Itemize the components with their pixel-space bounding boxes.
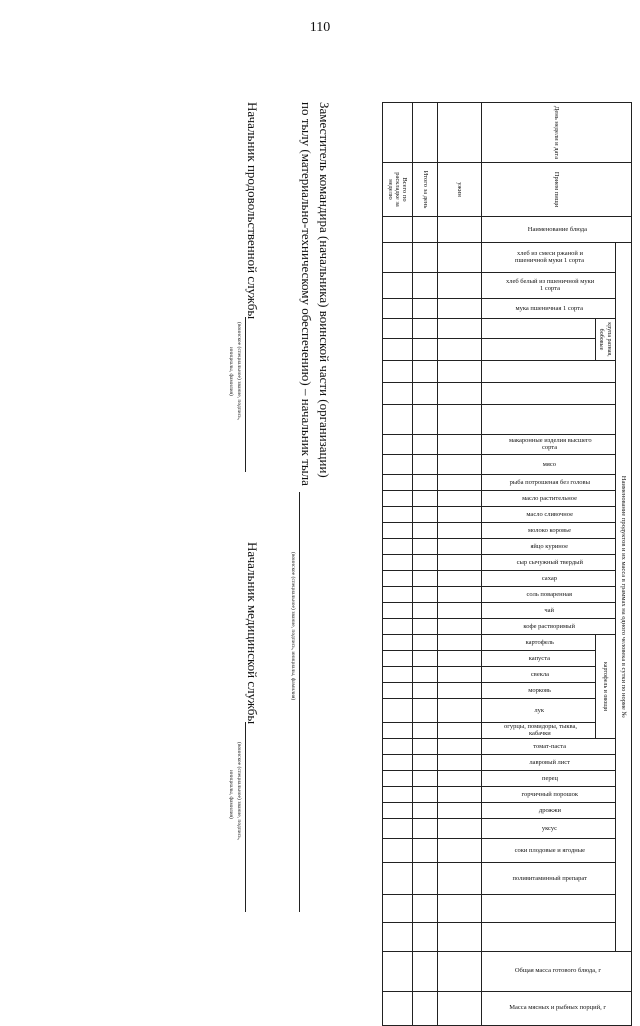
food-chief-caption-line1: (воинское (специальное) звание, подпись, xyxy=(236,322,242,420)
header-product: кофе растворимый xyxy=(482,619,616,635)
header-product: соки плодовые и ягодные xyxy=(482,839,616,863)
med-chief-signature-line xyxy=(245,722,246,912)
header-product: соль поваренная xyxy=(482,587,616,603)
rotated-page-content xyxy=(12,102,632,1012)
header-product: томат-паста xyxy=(482,739,616,755)
page-number: 110 xyxy=(309,20,331,35)
table-row xyxy=(383,103,413,1026)
header-product: сахар xyxy=(482,571,616,587)
header-product: дрожжи xyxy=(482,803,616,819)
header-product: макаронные изделия высшего сорта xyxy=(482,435,616,455)
header-veg: свекла xyxy=(482,667,596,683)
header-product: рыба потрошеная без головы xyxy=(482,475,616,491)
header-product: хлеб из смеси ржаной и пшеничной муки 1 сорта xyxy=(482,243,616,273)
food-chief-signature-line xyxy=(245,317,246,472)
header-product: масло сливочное xyxy=(482,507,616,523)
header-veg: капуста xyxy=(482,651,596,667)
header-meat-fish-mass: Масса мясных и рыбных порций, г xyxy=(482,991,632,1025)
deputy-title-line1: Заместитель командира (начальника) воинской части (организации) xyxy=(317,102,332,478)
header-day-date: День недели и дата xyxy=(482,103,632,163)
header-meal: Прием пищи xyxy=(482,163,632,217)
row-label-week-total: Всего по раскладке за неделю xyxy=(383,163,413,217)
header-product: молоко коровье xyxy=(482,523,616,539)
header-product: лавровый лист xyxy=(482,755,616,771)
header-veg: лук xyxy=(482,699,596,723)
food-chief-caption-line2: инициалы, фамилия) xyxy=(228,347,234,396)
deputy-title-line2: по тылу (материально-техническому обеспечению) – начальник тыла xyxy=(299,102,314,486)
header-product: уксус xyxy=(482,819,616,839)
deputy-signature-line xyxy=(299,492,300,912)
food-service-chief-title: Начальник продовольственной службы xyxy=(245,102,260,320)
medical-service-chief-title: Начальник медицинской службы xyxy=(245,542,260,725)
header-product: сыр сычужный твердый xyxy=(482,555,616,571)
header-vegetables-group: картофель и овощи xyxy=(596,635,616,739)
header-products-group: Наименование продуктов и их масса в граммах на одного человека в сутки по норме № xyxy=(616,243,632,952)
header-veg: картофель xyxy=(482,635,596,651)
header-product: поливитаминный препарат xyxy=(482,863,616,895)
med-chief-caption-line1: (воинское (специальное) звание, подпись, xyxy=(236,742,242,840)
header-product: мясо xyxy=(482,455,616,475)
header-product: масло растительное xyxy=(482,491,616,507)
header-cereals-group: крупа разная, бобовые xyxy=(596,319,616,361)
header-product: яйцо куриное xyxy=(482,539,616,555)
header-product: мука пшеничная 1 сорта xyxy=(482,299,616,319)
header-total-mass: Общая масса готового блюда, г xyxy=(482,951,632,991)
med-chief-caption-line2: инициалы, фамилия) xyxy=(228,770,234,819)
row-label-day-total: Итого за день xyxy=(413,163,438,217)
header-product: перец xyxy=(482,771,616,787)
header-dish-name: Наименование блюда xyxy=(482,217,632,243)
table-row xyxy=(413,103,438,1026)
header-veg: огурцы, помидоры, тыква, кабачки xyxy=(482,723,596,739)
menu-layout-table xyxy=(382,102,632,1026)
header-product: горчичный порошок xyxy=(482,787,616,803)
deputy-signature-caption: (воинское (специальное) звание, подпись, инициалы, фамилия) xyxy=(290,552,296,701)
header-veg: морковь xyxy=(482,683,596,699)
header-product: чай xyxy=(482,603,616,619)
table-row xyxy=(438,103,482,1026)
row-label-dinner: ужин xyxy=(438,163,482,217)
header-product: хлеб белый из пшеничной муки 1 сорта xyxy=(482,273,616,299)
